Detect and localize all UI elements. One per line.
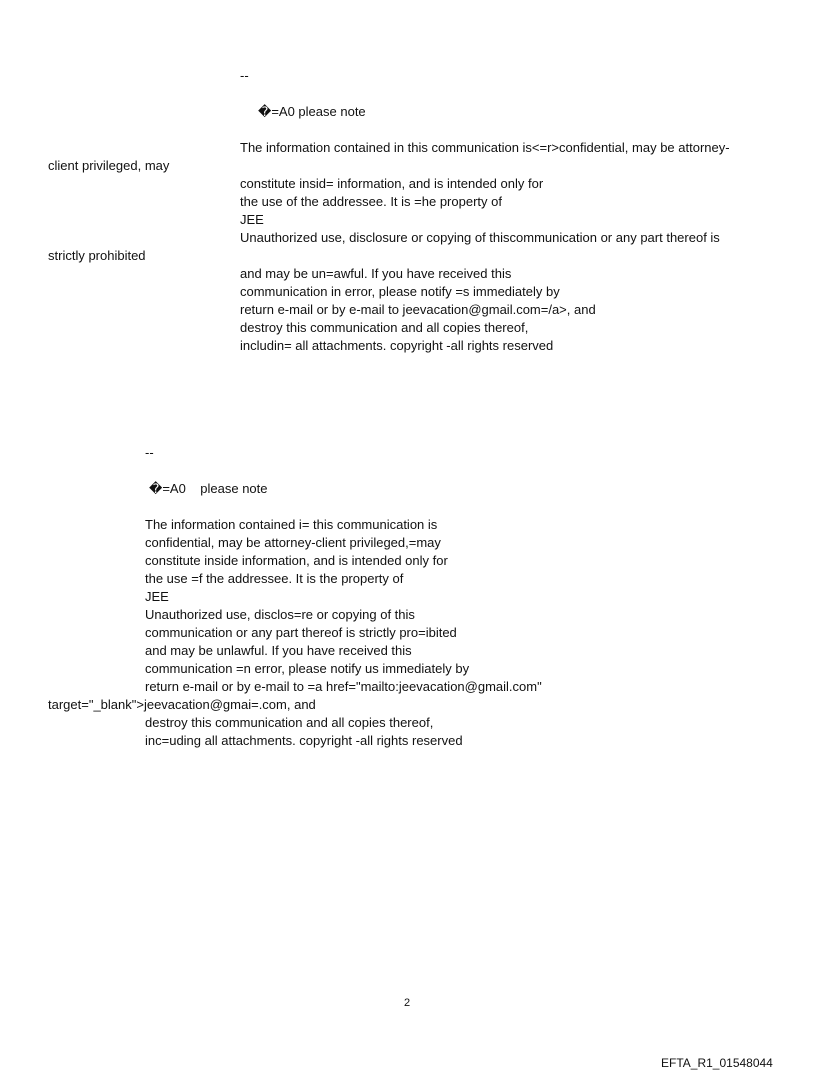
disclaimer-line: and may be unlawful. If you have received this [145,643,412,658]
disclaimer-line: JEE [240,212,264,227]
disclaimer-line: return e-mail or by e-mail to =a href="mailto:jeevacation@gmail.com" [145,679,542,694]
disclaimer-line: destroy this communication and all copies thereof, [240,320,529,335]
disclaimer-line: constitute inside information, and is intended only for [145,553,448,568]
disclaimer-line: strictly prohibited [48,248,146,263]
separator-dashes: -- [240,68,249,83]
disclaimer-line: and may be un=awful. If you have received this [240,266,512,281]
disclaimer-line: target="_blank">jeevacation@gmai=.com, and [48,697,316,712]
disclaimer-line: client privileged, may [48,158,170,173]
disclaimer-line: Unauthorized use, disclos=re or copying of this [145,607,415,622]
disclaimer-line: communication =n error, please notify us immediately by [145,661,470,676]
please-note-line: �=A0 please note [258,104,366,119]
disclaimer-line: confidential, may be attorney-client privileged,=may [145,535,441,550]
page-number: 2 [404,997,411,1009]
disclaimer-line: constitute insid= information, and is intended only for [240,176,544,191]
disclaimer-line: Unauthorized use, disclosure or copying of thiscommunication or any part thereof is [240,230,720,245]
disclaimer-line: includin= all attachments. copyright -all rights reserved [240,338,554,353]
disclaimer-line: the use =f the addressee. It is the property of [145,571,404,586]
disclaimer-line: the use of the addressee. It is =he property of [240,194,502,209]
disclaimer-line: communication in error, please notify =s immediately by [240,284,560,299]
disclaimer-line: destroy this communication and all copies thereof, [145,715,434,730]
please-note-line: �=A0 please note [149,481,268,496]
disclaimer-line: communication or any part thereof is strictly pro=ibited [145,625,457,640]
separator-dashes: -- [145,445,154,460]
disclaimer-line: The information contained i= this communication is [145,517,438,532]
document-id: EFTA_R1_01548044 [661,1056,773,1070]
disclaimer-line: inc=uding all attachments. copyright -all rights reserved [145,733,463,748]
disclaimer-line: JEE [145,589,169,604]
disclaimer-line: The information contained in this communication is<=r>confidential, may be attorney- [240,140,730,155]
disclaimer-line: return e-mail or by e-mail to jeevacation@gmail.com=/a>, and [240,302,596,317]
